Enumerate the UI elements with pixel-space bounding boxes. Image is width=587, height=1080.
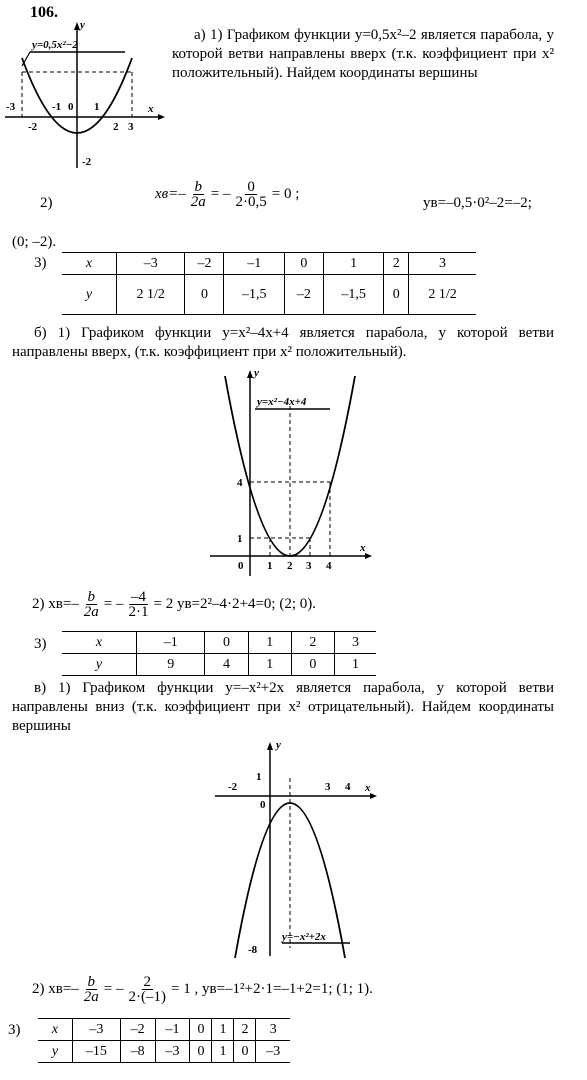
part-b-table-y-cell: 9 xyxy=(137,654,205,676)
part-c-table-y-cell: 1 xyxy=(212,1041,234,1063)
part-b-table-y-cell: 0 xyxy=(291,654,334,676)
part-c-frac1-den: 2a xyxy=(83,989,99,1005)
part-c-table-x-cell: –1 xyxy=(155,1019,190,1041)
part-b-table-y-cell: 1 xyxy=(248,654,291,676)
part-c-tail: = 1 , yв=–1²+2·1=–1+2=1; (1; 1). xyxy=(171,981,373,997)
part-c-table-y-cell: –3 xyxy=(155,1041,190,1063)
part-b-mid: = – xyxy=(103,596,124,612)
part-a-table-x-cell: 2 xyxy=(384,253,409,275)
graph-c-tick-y1: 1 xyxy=(256,771,262,783)
part-c-mid: = – xyxy=(103,981,124,997)
part-c-frac1-num: b xyxy=(87,974,96,990)
part-c-table-x-label: x xyxy=(38,1019,73,1041)
part-b-text: б) 1) Графиком функции y=x²–4x+4 является парабола, у которой ветви направлены вверх, (т.к. коэффициент при x² положительный). xyxy=(12,325,554,360)
part-c-step3-label: 3) xyxy=(8,1022,21,1038)
part-b-table xyxy=(62,631,376,676)
part-a-xv-tail: = 0 ; xyxy=(271,186,300,202)
graph-b-label: y=x²−4x+4 xyxy=(257,396,307,408)
graph-b-x-label: x xyxy=(360,542,366,554)
part-a-table-x-cell: 3 xyxy=(409,253,476,275)
part-a-frac1-num: b xyxy=(194,179,203,195)
part-b-table-x-label: x xyxy=(62,632,137,654)
part-a-yv: yв=–0,5·0²–2=–2; xyxy=(423,195,532,211)
graph-c-x-label: x xyxy=(365,782,371,794)
graph-b-tick-y4: 4 xyxy=(237,477,243,489)
part-c-table-x-cell: 2 xyxy=(234,1019,256,1041)
graph-a-label: y=0,5x²−2 xyxy=(32,39,78,51)
graph-a-tick-2: 2 xyxy=(113,121,119,133)
graph-b-tick-1: 1 xyxy=(267,560,273,572)
part-b-frac1-num: b xyxy=(87,589,96,605)
graph-b-tick-4: 4 xyxy=(326,560,332,572)
part-c-table-x-cell: –2 xyxy=(120,1019,155,1041)
graph-c-tick-m2: -2 xyxy=(228,781,238,793)
part-b-table-x-cell: 3 xyxy=(335,632,376,654)
graph-b-tick-y1: 1 xyxy=(237,533,243,545)
graph-b xyxy=(205,366,375,581)
graph-c-tick-3: 3 xyxy=(325,781,331,793)
part-a-xv-lhs: xв=– xyxy=(155,186,186,202)
graph-a-tick-m2: -2 xyxy=(28,121,38,133)
part-a-table xyxy=(62,252,476,315)
graph-a-tick-0: 0 xyxy=(68,101,74,113)
part-a-step2-label: 2) xyxy=(40,195,53,211)
part-b-table-y-cell: 1 xyxy=(335,654,376,676)
part-b-step3-label: 3) xyxy=(34,636,47,652)
graph-c xyxy=(210,738,380,960)
graph-c-tick-0: 0 xyxy=(260,799,266,811)
graph-b-tick-2: 2 xyxy=(287,560,293,572)
graph-a-tick-1: 1 xyxy=(94,101,100,113)
graph-b-tick-0: 0 xyxy=(238,560,244,572)
part-a-table-y-cell: 2 1/2 xyxy=(409,275,476,315)
part-a-xv-mid: = – xyxy=(210,186,231,202)
graph-c-tick-y-m8: -8 xyxy=(248,944,258,956)
part-c-table-y-cell: –15 xyxy=(73,1041,121,1063)
part-a-table-y-cell: –1,5 xyxy=(224,275,285,315)
part-b-table-x-cell: 1 xyxy=(248,632,291,654)
part-c-table-y-label: y xyxy=(51,1043,59,1059)
graph-c-tick-4: 4 xyxy=(345,781,351,793)
part-c-table-y-cell: 0 xyxy=(190,1041,212,1063)
part-a-table-x-cell: 0 xyxy=(284,253,323,275)
part-a-step3-label: 3) xyxy=(34,255,47,271)
part-c-step2-lhs: 2) xв=– xyxy=(32,981,79,997)
part-a-table-x-cell: –2 xyxy=(185,253,224,275)
graph-c-label: y=−x²+2x xyxy=(282,931,326,943)
part-b-table-x-cell: 2 xyxy=(291,632,334,654)
part-a-table-x-cell: 1 xyxy=(323,253,384,275)
part-a-table-x-label: x xyxy=(62,253,117,275)
part-b-frac1-den: 2a xyxy=(83,604,99,620)
part-c-table-y-cell: 0 xyxy=(234,1041,256,1063)
part-a-table-y-label: y xyxy=(85,286,93,302)
part-c-table-x-cell: 1 xyxy=(212,1019,234,1041)
part-c-frac2-num: 2 xyxy=(143,974,152,990)
graph-a-tick-3: 3 xyxy=(128,121,134,133)
part-a-xv-formula xyxy=(155,180,299,209)
part-a-table-y-cell: –1,5 xyxy=(323,275,384,315)
part-b-frac2-num: –4 xyxy=(131,589,147,605)
part-c-text: в) 1) Графиком функции y=–x²+2x является парабола, у которой ветви направлены вниз (т.к. коэффициент при x² отрицательный). Найдем координаты вершины xyxy=(12,680,554,734)
part-a-frac2-den: 2·0,5 xyxy=(235,194,267,210)
part-a-text: а) 1) Графиком функции y=0,5x²–2 является парабола, у которой ветви направлены вверх (т.к. коэффициент при x² положительный). Найдем координаты вершины xyxy=(172,27,554,81)
part-c-table-x-cell: 0 xyxy=(190,1019,212,1041)
part-c-step2 xyxy=(32,975,373,1004)
part-b-step2 xyxy=(32,590,316,619)
graph-b-tick-3: 3 xyxy=(306,560,312,572)
part-c-table-x-cell: –3 xyxy=(73,1019,121,1041)
part-c-table xyxy=(38,1018,290,1063)
graph-b-y-label: y xyxy=(254,367,259,379)
problem-number: 106. xyxy=(30,4,58,21)
graph-a-tick-m1: -1 xyxy=(52,101,62,113)
part-b-frac2-den: 2·1 xyxy=(128,604,149,620)
part-a-table-y-cell: 0 xyxy=(384,275,409,315)
part-a-table-y-cell: 0 xyxy=(185,275,224,315)
graph-a xyxy=(0,18,170,173)
graph-a-tick-y-m2: -2 xyxy=(82,156,92,168)
part-a-frac1-den: 2a xyxy=(190,194,206,210)
part-b-table-y-cell: 4 xyxy=(205,654,248,676)
part-a-table-x-cell: –1 xyxy=(224,253,285,275)
part-a-table-x-cell: –3 xyxy=(117,253,185,275)
part-b-table-x-cell: 0 xyxy=(205,632,248,654)
part-c-table-x-cell: 3 xyxy=(256,1019,290,1041)
graph-a-x-arrow xyxy=(158,114,165,120)
part-b-step2-lhs: 2) xв=– xyxy=(32,596,79,612)
part-a-table-y-cell: –2 xyxy=(284,275,323,315)
graph-c-y-label: y xyxy=(276,739,281,751)
graph-a-y-label: y xyxy=(80,19,85,31)
part-b-table-x-cell: –1 xyxy=(137,632,205,654)
part-b-table-y-label: y xyxy=(95,656,103,672)
graph-a-x-label: x xyxy=(148,103,154,115)
graph-a-tick-m3: -3 xyxy=(6,101,16,113)
part-b-tail: = 2 yв=2²–4·2+4=0; (2; 0). xyxy=(153,596,317,612)
part-a-frac2-num: 0 xyxy=(247,179,255,195)
part-a-table-y-cell: 2 1/2 xyxy=(117,275,185,315)
part-a-vertex: (0; –2). xyxy=(12,234,57,250)
part-c-table-y-cell: –3 xyxy=(256,1041,290,1063)
part-c-frac2-den: 2·(–1) xyxy=(128,989,167,1005)
part-c-table-y-cell: –8 xyxy=(120,1041,155,1063)
